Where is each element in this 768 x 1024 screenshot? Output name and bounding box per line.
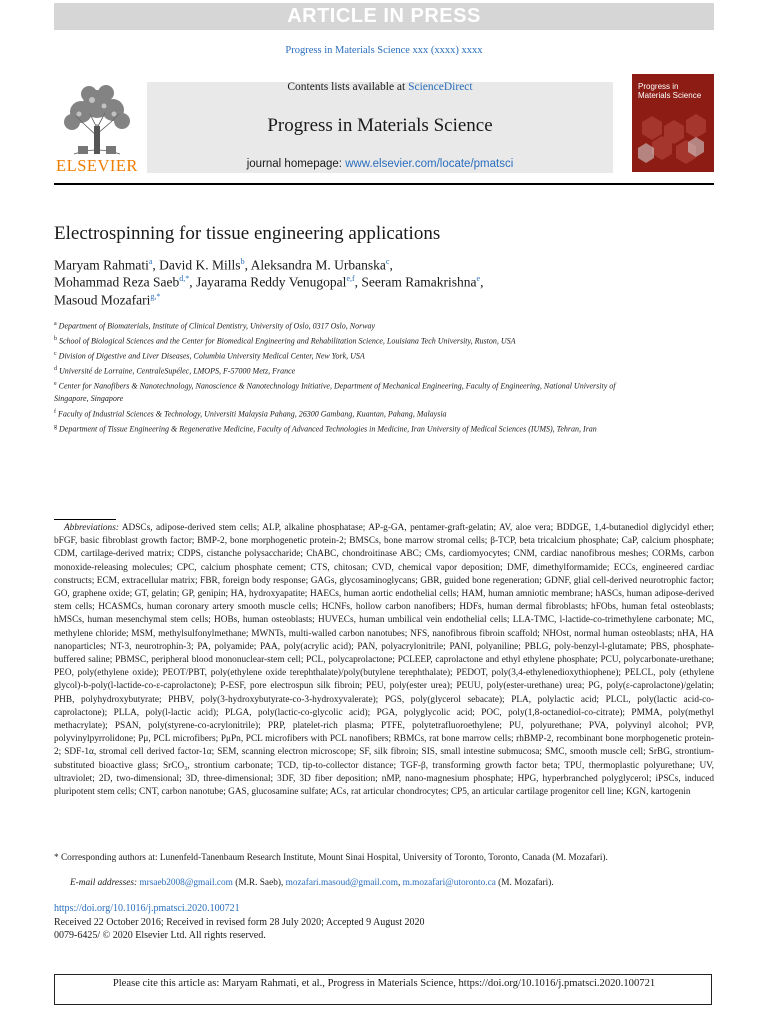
affiliation-mark: b bbox=[54, 336, 57, 343]
author-affiliation-mark[interactable]: a bbox=[148, 257, 153, 266]
affiliation-text: School of Biological Sciences and the Center for Biomedical Engineering and Rehabilitation Science, Louisiana Tech University, Ruston, USA bbox=[59, 336, 516, 346]
author-affiliation-mark[interactable]: e bbox=[476, 274, 481, 283]
affiliation-text: Department of Biomaterials, Institute of Clinical Dentistry, University of Oslo, 0317 Oslo, Norway bbox=[58, 321, 376, 331]
affiliation-mark: d bbox=[54, 366, 57, 373]
affiliation-mark: c bbox=[54, 351, 57, 358]
abbreviations-footnote bbox=[54, 522, 714, 799]
author-separator: , bbox=[152, 257, 160, 273]
email-link[interactable]: mrsaeb2008@gmail.com bbox=[139, 878, 233, 888]
affiliation-mark: g bbox=[54, 423, 57, 430]
abbreviations-label: Abbreviations: bbox=[64, 523, 119, 533]
affiliation-text: Division of Digestive and Liver Diseases, Columbia University Medical Center, New York, USA bbox=[58, 351, 365, 361]
copyright-notice: 0079-6425/ © 2020 Elsevier Ltd. All rights reserved. bbox=[54, 930, 266, 941]
affiliation-item bbox=[54, 378, 624, 405]
author-name[interactable]: Maryam Rahmati bbox=[54, 257, 149, 273]
email-addresses bbox=[70, 878, 714, 888]
author-name[interactable]: Mohammad Reza Saeb bbox=[54, 274, 180, 290]
author-name[interactable]: Masoud Mozafari bbox=[54, 292, 151, 308]
header-divider bbox=[54, 183, 714, 185]
affiliation-mark: f bbox=[54, 408, 56, 415]
journal-homepage-link[interactable]: www.elsevier.com/locate/pmatsci bbox=[345, 158, 514, 170]
received-dates: Received 22 October 2016; Received in revised form 28 July 2020; Accepted 9 August 2020 bbox=[54, 917, 425, 928]
author-affiliation-mark[interactable]: g,* bbox=[150, 292, 161, 301]
affiliation-mark: e bbox=[54, 381, 57, 388]
email-link[interactable]: m.mozafari@utoronto.ca bbox=[402, 878, 496, 888]
email-separator: , bbox=[397, 878, 403, 888]
author-separator: , bbox=[354, 274, 362, 290]
author-affiliation-mark[interactable]: c bbox=[385, 257, 390, 266]
homepage-prefix: journal homepage: bbox=[246, 158, 346, 170]
affiliations-list bbox=[54, 318, 624, 436]
corresponding-author-note: * Corresponding authors at: Lunenfeld-Tanenbaum Research Institute, Mount Sinai Hospital, University of Toronto, Toronto, Canada (M. Mozafari). bbox=[54, 853, 608, 863]
author-affiliation-mark[interactable]: b bbox=[240, 257, 245, 266]
author-separator: , bbox=[480, 274, 484, 290]
email-label: E-mail addresses: bbox=[70, 878, 138, 888]
author-affiliation-mark[interactable]: d,* bbox=[179, 274, 190, 283]
contents-prefix: Contents lists available at bbox=[287, 81, 409, 93]
author-affiliation-mark[interactable]: e,f bbox=[346, 274, 355, 283]
affiliation-item bbox=[54, 348, 624, 363]
author-separator: , bbox=[244, 257, 251, 273]
author-name[interactable]: Seeram Ramakrishna bbox=[361, 274, 477, 290]
affiliation-item bbox=[54, 318, 624, 333]
article-in-press-banner: ARTICLE IN PRESS bbox=[54, 3, 714, 30]
author-separator: , bbox=[189, 274, 196, 290]
affiliation-item bbox=[54, 406, 624, 421]
author-separator: , bbox=[389, 257, 393, 273]
journal-reference-link[interactable]: Progress in Materials Science xxx (xxxx) xxxx bbox=[285, 45, 483, 56]
affiliation-text: Faculty of Industrial Sciences & Technology, Universiti Malaysia Pahang, 26300 Gambang, Kuantan, Pahang, Malaysia bbox=[58, 409, 447, 419]
affiliation-text: Department of Tissue Engineering & Regenerative Medicine, Faculty of Advanced Technologies in Medicine, Iran University of Medical Sciences (IUMS), Tehran, Iran bbox=[59, 424, 597, 434]
affiliation-item bbox=[54, 363, 624, 378]
affiliation-mark: a bbox=[54, 321, 57, 327]
contents-line bbox=[147, 81, 613, 93]
citation-text: Please cite this article as: Maryam Rahmati, et al., Progress in Materials Science, https://doi.org/10.1016/j.pmatsci.2020.100721 bbox=[112, 978, 656, 989]
author-name[interactable]: Jayarama Reddy Venugopal bbox=[195, 274, 347, 290]
doi-link[interactable]: https://doi.org/10.1016/j.pmatsci.2020.100721 bbox=[54, 903, 240, 914]
article-title: Electrospinning for tissue engineering applications bbox=[54, 223, 441, 244]
email-owner: (M.R. Saeb), bbox=[232, 878, 286, 888]
authors-line-1 bbox=[54, 257, 393, 274]
cover-title: Progress in Materials Science bbox=[638, 82, 702, 100]
email-owner: (M. Mozafari). bbox=[495, 878, 554, 888]
author-name[interactable]: Aleksandra M. Urbanska bbox=[250, 257, 386, 273]
cover-hexagon-pattern bbox=[632, 74, 714, 172]
authors-line-3 bbox=[54, 292, 160, 309]
affiliation-text: Université de Lorraine, CentraleSupélec, LMOPS, F-57000 Metz, France bbox=[59, 366, 296, 376]
journal-title: Progress in Materials Science bbox=[267, 115, 493, 136]
sciencedirect-link[interactable]: ScienceDirect bbox=[408, 81, 473, 93]
elsevier-wordmark[interactable]: ELSEVIER bbox=[56, 156, 138, 175]
authors-line-2 bbox=[54, 274, 483, 291]
author-name[interactable]: David K. Mills bbox=[159, 257, 241, 273]
affiliation-item bbox=[54, 333, 624, 348]
abbreviations-text: ADSCs, adipose-derived stem cells; ALP, alkaline phosphatase; AP-g-GA, pentamer-graft-gelatin; AV, aloe vera; BDDGE, 1,4-butanediol diglycidyl ether; bFGF, basic fibroblast growth factor; BMP-2, bone morphogenetic protein-2; BMSCs, bone marrow stromal cells; β-TCP, beta tricalcium phosphate; CaP, calcium phosphate; CDM, cartilage-derived matrix; CDPS, cistanche polysaccharide; ChABC, chondroitinase ABC; CMs, cardiomyocytes; CNM, cardiac nanofibrous meshes; CORMs, carbon monoxide-releasing molecules; CPC, calcium phosphate cement; CTS, chitosan; CVD, chemical vapor deposition; DMF, dimethylformamide; ECCs, engineered cardiac constructs; ECM, extracellular matrix; FBR, foreign body response; GAGs, glycosaminoglycans; GBR, guided bone regeneration; GDNF, glial cell-derived neurotrophic factor; GO, graphene oxide; GT, gelatin; GP, genipin; HA, hydroxyapatite; HAECs, human aortic endothelial cells; HAM, human amniotic membrane; hASCs, human adipose-derived stem cells; HCASMCs, human coronary artery smooth muscle cells; HCNFs, hollow carbon nanofibers; HDFs, human dermal fibroblasts; hFObs, human fetal osteoblasts; hMSCs, human mesenchymal stem cells; HOBs, human osteoblasts; HUVECs, human umbilical vein endothelial cells; LLA-TMC, l-lactide-co-trimethylene carbonate; MC, methylene chloride; MSM, methylsulfonylmethane; MWNTs, multi-walled carbon nanotubes; NFS, nanofibrous fibroin scaffold; NHOst, normal human osteoblasts; nHA, HA nanoparticles; NT-3, neurotrophin-3; PA, polyamide; PAA, poly(acrylic acid); PAN, polyacrylonitrile; PANI, polyaniline; PBLG, poly-benzyl-l-glutamate; PBS, phosphate-buffered saline; PBMSC, peripheral blood mononuclear-stem cell; PCL, polycaprolactone; PCLEEP, caprolactone and ethyl ethylene phosphate; PCU, polycarbonate-urethane; PEO, poly(ethylene oxide); PEOT/PBT, poly(ethylene oxide terephthalate)/poly(butylene terephthalate); PEDOT, poly(3,4-ethylenedioxythiophene); PELCL, poly (ethylene glycol)-b-poly(l-lactide-co-ε-caprolactone); P-ESF, pore electrospun silk fibroin; PEU, poly(ester urea); PEUU, poly(ester-urethane) urea; PG, poly(ε-caprolactone)/gelatin; PHB, polyhydroxybutyrate; PHBV, poly(3-hydroxybutyrate-co-3-hydroxyvalerate); PGS, poly(glycerol sebacate); PLA, polylactic acid; PLCL, poly(lactic acid-co-caprolactone); PLLA, poly(l-lactic acid); PLGA, poly(lactic-co-glycolic acid); PGA, polyglycolic acid; POC, poly(1,8-octanediol-co-citrate); PMMA, poly(methyl methacrylate); PSAN, poly(styrene-co-acrylonitrile); PRP, platelet-rich plasma; PTFE, polytetrafluoroethylene; PU, polyurethane; PVA, polyvinyl alcohol; PVP, polyvinylpyrrolidone; Pμ, PCL microfibers; PμPn, PCL microfibers with PCL nanofibers; RBMCs, rat bone marrow cells; rhBMP-2, recombinant bone morphogenetic protein-2; SDF-1α, stromal cell derived factor-1α; SEM, scanning electron microscope; SF, silk fibroin; SIS, small intestine submucosa; SMC, smooth muscle cell; SrBG, strontium-substituted bioactive glass; SrCO₃, strontium carbonate; TCD, tip-to-collector distance; TGF-β, transforming growth factor beta; TPU, thermoplastic polyurethane; UV, ultraviolet; 2D, two-dimensional; 3D, three-dimensional; 3DF, 3D fiber deposition; nMP, nano-magnesium phosphate; HPG, hyperbranched polyglycerol; iPSCs, induced pluripotent stem cells; CNT, carbon nanotube; GAS, glucosamine sulfate; ACs, rat articular chondrocytes; CP5, an articular cartilage progenitor cell line; KGN, kartogenin bbox=[54, 523, 714, 798]
affiliation-item bbox=[54, 421, 624, 436]
affiliation-text: Center for Nanofibers & Nanotechnology, Nanoscience & Nanotechnology Initiative, Department of Mechanical Engineering, Faculty of Engineering, National University of Singapore, Singapore bbox=[54, 381, 616, 404]
footnote-divider bbox=[54, 519, 116, 520]
homepage-line bbox=[147, 158, 613, 170]
journal-cover-image[interactable] bbox=[632, 74, 714, 172]
email-link[interactable]: mozafari.masoud@gmail.com bbox=[285, 878, 398, 888]
